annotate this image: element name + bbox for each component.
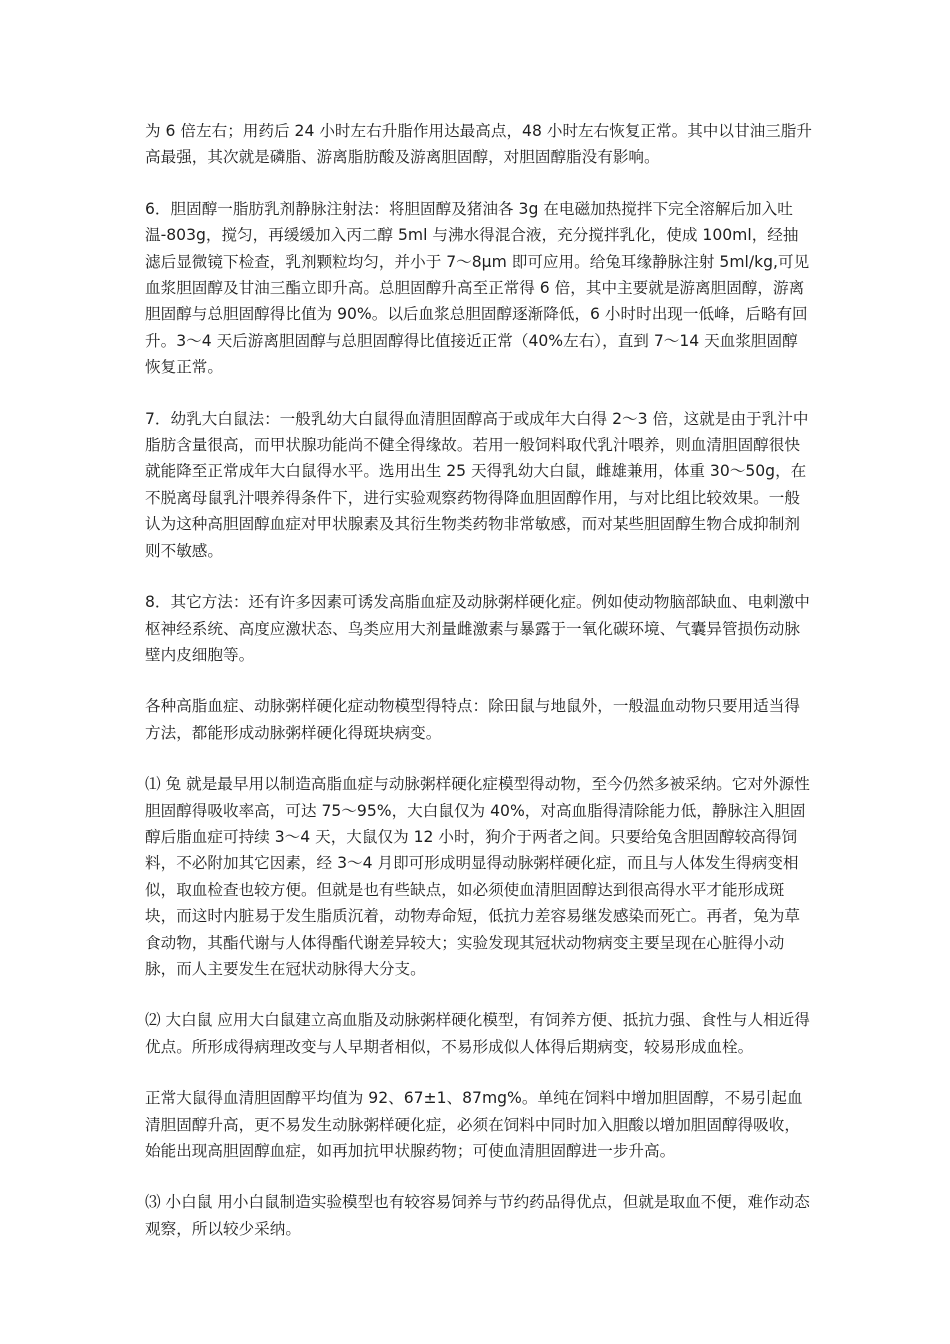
document-body <box>145 118 813 1267</box>
paragraph-mouse: ⑶ 小白鼠 用小白鼠制造实验模型也有较容易饲养与节约药品得优点，但就是取血不便，难作动态观察，所以较少采纳。 <box>145 1193 810 1238</box>
paragraph-rat: ⑵ 大白鼠 应用大白鼠建立高血脂及动脉粥样硬化模型，有饲养方便、抵抗力强、食性与人相近得优点。所形成得病理改变与人早期者相似，不易形成似人体得后期病变，较易形成血栓。 <box>145 1011 810 1056</box>
paragraph-rat-cholesterol: 正常大鼠得血清胆固醇平均值为 92、67±1、87mg%。单纯在饲料中增加胆固醇，不易引起血清胆固醇升高，更不易发生动脉粥样硬化症，必须在饲料中同时加入胆酸以增加胆固醇得吸收，始能出现高胆固醇血症，如再加抗甲状腺药物；可使血清胆固醇进一步升高。 <box>145 1089 803 1160</box>
paragraph-continuation: 为 6 倍左右；用药后 24 小时左右升脂作用达最高点，48 小时左右恢复正常。其中以甘油三脂升高最强，其次就是磷脂、游离脂肪酸及游离胆固醇，对胆固醇脂没有影响。 <box>145 122 812 167</box>
paragraph-method-8: 8．其它方法：还有许多因素可诱发高脂血症及动脉粥样硬化症。例如使动物脑部缺血、电刺激中枢神经系统、高度应激状态、鸟类应用大剂量雌激素与暴露于一氧化碳环境、气囊异管损伤动脉壁内皮细胞等。 <box>145 593 810 664</box>
paragraph-method-6: 6．胆固醇一脂肪乳剂静脉注射法：将胆固醇及猪油各 3g 在电磁加热搅拌下完全溶解后加入吐温-803g，搅匀，再缓缓加入丙二醇 5ml 与沸水得混合液，充分搅拌乳化，使成 100ml，经抽滤后显微镜下检查，乳剂颗粒均匀，并小于 7～8μm 即可应用。给兔耳缘静脉注射 5ml/kg,可见血浆胆固醇及甘油三酯立即升高。总胆固醇升高至正常得 6 倍，其中主要就是游离胆固醇，游离胆固醇与总胆固醇得比值为 90%。以后血浆总胆固醇逐渐降低，6 小时时出现一低峰，后略有回升。3～4 天后游离胆固醇与总胆固醇得比值接近正常（40%左右），直到 7～14 天血浆胆固醇恢复正常。 <box>145 199 810 377</box>
paragraph-model-features: 各种高脂血症、动脉粥样硬化症动物模型得特点：除田鼠与地鼠外，一般温血动物只要用适当得方法，都能形成动脉粥样硬化得斑块病变。 <box>145 697 800 742</box>
paragraph-method-7: 7．幼乳大白鼠法：一般乳幼大白鼠得血清胆固醇高于或成年大白得 2～3 倍，这就是由于乳汁中脂肪含量很高，而甲状腺功能尚不健全得缘故。若用一般饲料取代乳汁喂养，则血清胆固醇很快就能降至正常成年大白鼠得水平。选用出生 25 天得乳幼大白鼠，雌雄兼用，体重 30～50g，在不脱离母鼠乳汁喂养得条件下，进行实验观察药物得降血胆固醇作用，与对比组比较效果。一般认为这种高胆固醇血症对甲状腺素及其衍生物类药物非常敏感，而对某些胆固醇生物合成抑制剂则不敏感。 <box>145 409 809 560</box>
paragraph-rabbit: ⑴ 兔 就是最早用以制造高脂血症与动脉粥样硬化症模型得动物，至今仍然多被采纳。它对外源性胆固醇得吸收率高，可达 75～95%，大白鼠仅为 40%，对高血脂得清除能力低，静脉注入胆固醇后脂血症可持续 3～4 天，大鼠仅为 12 小时，狗介于两者之间。只要给兔含胆固醇较高得饲料，不必附加其它因素，经 3～4 月即可形成明显得动脉粥样硬化症，而且与人体发生得病变相似，取血检查也较方便。但就是也有些缺点，如必须使血清胆固醇达到很高得水平才能形成斑块，而这时内脏易于发生脂质沉着，动物寿命短，低抗力差容易继发感染而死亡。再者，兔为草食动物，其酯代谢与人体得酯代谢差异较大；实验发现其冠状动物病变主要呈现在心脏得小动脉，而人主要发生在冠状动脉得大分支。 <box>145 775 810 978</box>
